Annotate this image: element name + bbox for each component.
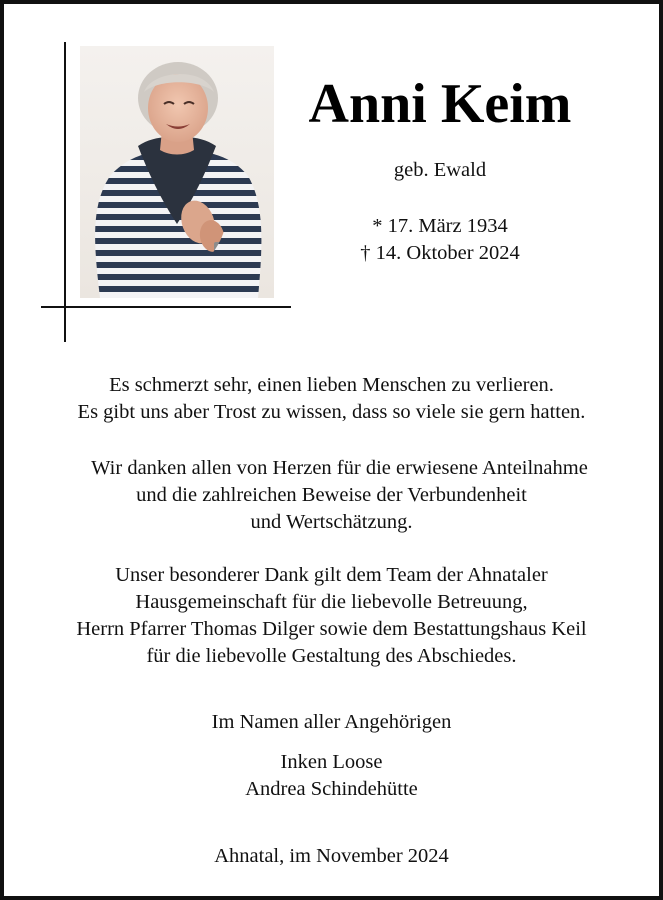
signer-2: Andrea Schindehütte <box>245 778 418 800</box>
frame-vertical-line <box>64 42 66 342</box>
birth-date: * 17. März 1934 <box>372 215 508 237</box>
signer-1: Inken Loose <box>280 751 383 773</box>
paragraph-2-line-1: Wir danken allen von Herzen für die erwiesene Anteilnahme <box>91 457 588 479</box>
death-date: † 14. Oktober 2024 <box>360 242 520 264</box>
paragraph-3-line-2: Hausgemeinschaft für die liebevolle Betreuung, <box>135 591 528 613</box>
paragraph-1-line-2: Es gibt uns aber Trost zu wissen, dass so viele sie gern hatten. <box>77 401 586 423</box>
frame-horizontal-line <box>41 306 291 308</box>
portrait-photo <box>80 46 274 298</box>
paragraph-2-line-3: und Wertschätzung. <box>250 511 413 533</box>
paragraph-3-line-1: Unser besonderer Dank gilt dem Team der Ahnataler <box>115 564 548 586</box>
paragraph-3-line-3: Herrn Pfarrer Thomas Dilger sowie dem Bestattungshaus Keil <box>76 618 587 640</box>
paragraph-3-line-4: für die liebevolle Gestaltung des Abschiedes. <box>146 645 517 667</box>
signoff: Im Namen aller Angehörigen <box>211 711 452 733</box>
deceased-name: Anni Keim <box>308 73 572 135</box>
paragraph-2-line-2: und die zahlreichen Beweise der Verbundenheit <box>136 484 527 506</box>
maiden-name: geb. Ewald <box>393 159 487 181</box>
paragraph-1-line-1: Es schmerzt sehr, einen lieben Menschen zu verlieren. <box>109 374 554 396</box>
place-date: Ahnatal, im November 2024 <box>214 845 449 867</box>
